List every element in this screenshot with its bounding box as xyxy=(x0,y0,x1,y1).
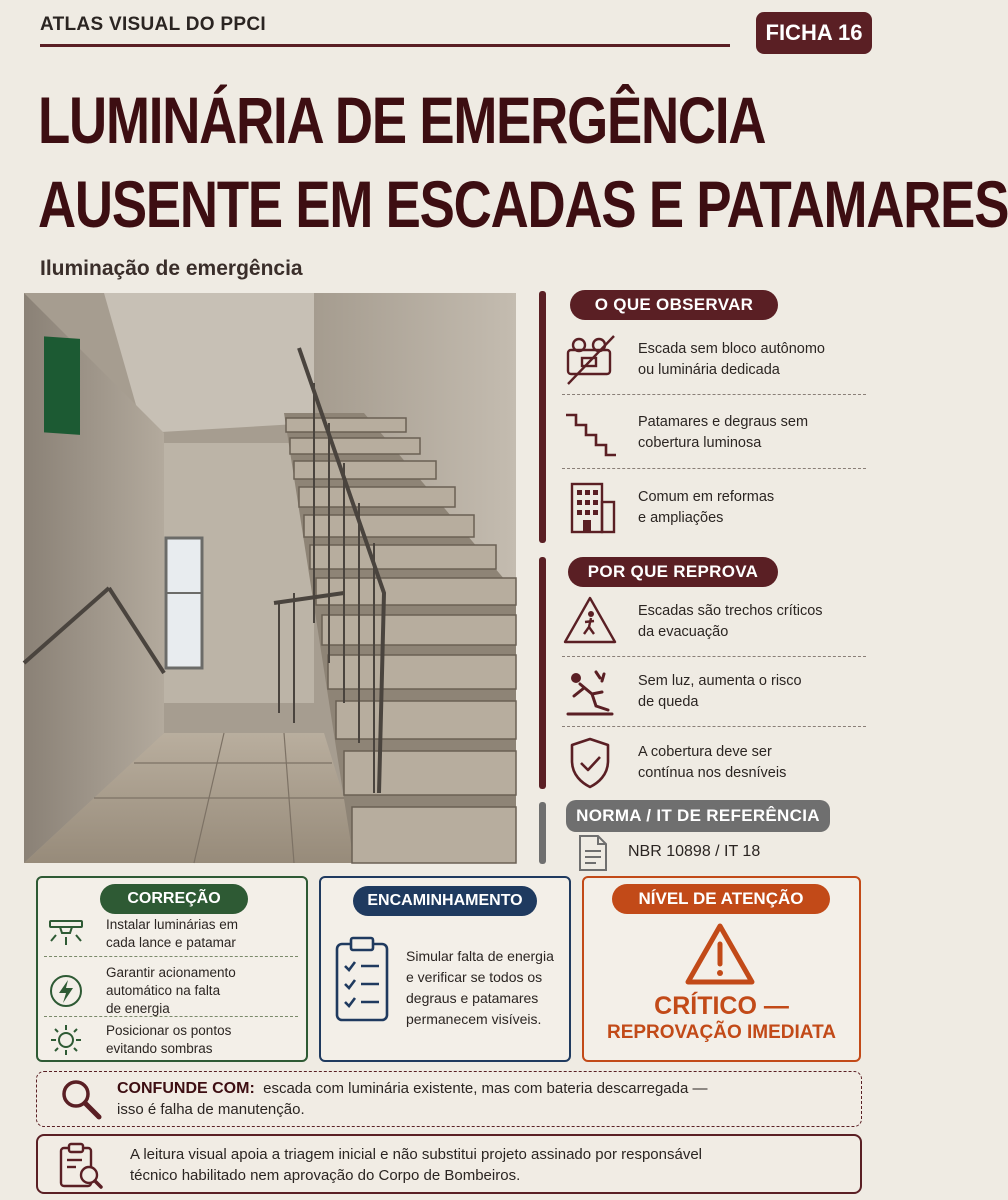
observar-line-1: Escada sem bloco autônomo xyxy=(638,341,825,357)
norma-value: NBR 10898 / IT 18 xyxy=(628,843,761,860)
building-icon xyxy=(562,480,618,536)
reprova-line-2: da evacuação xyxy=(638,624,729,640)
ficha-badge: FICHA 16 xyxy=(756,12,872,54)
correcao-line-2: automático na falta xyxy=(106,983,221,998)
norma-sidebar xyxy=(539,802,546,864)
correcao-item xyxy=(44,964,300,1018)
encaminhamento-line-1: Simular falta de energia xyxy=(406,948,554,964)
warning-icon xyxy=(684,922,756,993)
encaminhamento-line-2: e verificar se todos os xyxy=(406,969,543,985)
correcao-line-3: de energia xyxy=(106,1001,170,1016)
falling-person-icon xyxy=(562,664,618,720)
encaminhamento-text xyxy=(406,946,554,1030)
divider xyxy=(44,1016,298,1017)
staircase-illustration xyxy=(24,293,516,863)
correcao-item xyxy=(44,916,300,952)
page-subtitle: Iluminação de emergência xyxy=(40,257,303,280)
observar-line-2: cobertura luminosa xyxy=(638,435,762,451)
page-title xyxy=(38,78,1008,246)
correcao-line-2: evitando sombras xyxy=(106,1041,213,1056)
reprova-item xyxy=(562,735,866,791)
observar-line-1: Comum em reformas xyxy=(638,489,775,505)
correcao-item xyxy=(44,1022,300,1058)
divider xyxy=(562,394,866,395)
observar-item xyxy=(562,480,866,536)
divider xyxy=(562,656,866,657)
observar-line-2: e ampliações xyxy=(638,510,724,526)
disclaimer-text xyxy=(130,1144,702,1186)
reprova-line-1: Escadas são trechos críticos xyxy=(638,603,823,619)
disclaimer-line-1: A leitura visual apoia a triagem inicial e não substitui projeto assinado por responsável xyxy=(130,1146,702,1163)
clipboard-checklist-icon xyxy=(333,934,393,1029)
encaminhamento-heading: ENCAMINHAMENTO xyxy=(353,886,537,916)
confunde-line-2: isso é falha de manutenção. xyxy=(117,1101,305,1118)
confunde-text xyxy=(117,1078,707,1120)
disclaimer-box xyxy=(36,1134,862,1194)
sun-icon xyxy=(44,1023,88,1057)
stairs-icon xyxy=(562,405,618,461)
reprova-line-2: contínua nos desníveis xyxy=(638,765,787,781)
document-icon xyxy=(576,834,610,877)
title-line-2: AUSENTE EM ESCADAS E PATAMARES xyxy=(38,167,1008,241)
reprova-item xyxy=(562,664,866,720)
reprova-line-1: A cobertura deve ser xyxy=(638,744,772,760)
observar-item xyxy=(562,332,866,388)
confunde-box xyxy=(36,1071,862,1127)
correcao-line-1: Garantir acionamento xyxy=(106,965,236,980)
atencao-box xyxy=(582,876,861,1062)
reprova-sidebar xyxy=(539,557,546,789)
divider xyxy=(562,726,866,727)
disclaimer-line-2: técnico habilitado nem aprovação do Corpo de Bombeiros. xyxy=(130,1167,521,1184)
confunde-label: CONFUNDE COM: xyxy=(117,1080,255,1097)
ceiling-light-icon xyxy=(44,917,88,951)
encaminhamento-box xyxy=(319,876,571,1062)
atencao-detail: REPROVAÇÃO IMEDIATA xyxy=(606,1022,837,1043)
encaminhamento-line-3: degraus e patamares xyxy=(406,990,539,1006)
warning-person-icon xyxy=(562,594,618,650)
reprova-line-2: de queda xyxy=(638,694,699,710)
atencao-level: CRÍTICO — xyxy=(654,992,789,1020)
observar-line-1: Patamares e degraus sem xyxy=(638,414,809,430)
power-bolt-icon xyxy=(44,973,88,1009)
clipboard-search-icon xyxy=(58,1142,104,1195)
divider xyxy=(44,956,298,957)
reprova-heading: POR QUE REPROVA xyxy=(568,557,778,587)
correcao-line-1: Instalar luminárias em xyxy=(106,917,239,932)
divider xyxy=(562,468,866,469)
reprova-line-1: Sem luz, aumenta o risco xyxy=(638,673,802,689)
shield-check-icon xyxy=(562,735,618,791)
header-divider xyxy=(40,44,730,47)
crossed-light-icon xyxy=(562,332,618,388)
title-line-1: LUMINÁRIA DE EMERGÊNCIA xyxy=(38,83,766,157)
reprova-item xyxy=(562,594,866,650)
correcao-heading: CORREÇÃO xyxy=(100,884,248,914)
correcao-box xyxy=(36,876,308,1062)
staircase-photo xyxy=(24,293,516,863)
observar-line-2: ou luminária dedicada xyxy=(638,362,780,378)
atlas-label: ATLAS VISUAL DO PPCI xyxy=(40,14,266,35)
confunde-line-1: escada com luminária existente, mas com bateria descarregada — xyxy=(263,1080,708,1097)
magnifier-icon xyxy=(59,1077,103,1126)
norma-heading: NORMA / IT DE REFERÊNCIA xyxy=(566,800,830,832)
encaminhamento-line-4: permanecem visíveis. xyxy=(406,1011,542,1027)
observar-item xyxy=(562,405,866,461)
correcao-line-2: cada lance e patamar xyxy=(106,935,236,950)
observar-sidebar xyxy=(539,291,546,543)
observar-heading: O QUE OBSERVAR xyxy=(570,290,778,320)
correcao-line-1: Posicionar os pontos xyxy=(106,1023,232,1038)
atencao-heading: NÍVEL DE ATENÇÃO xyxy=(612,884,830,914)
